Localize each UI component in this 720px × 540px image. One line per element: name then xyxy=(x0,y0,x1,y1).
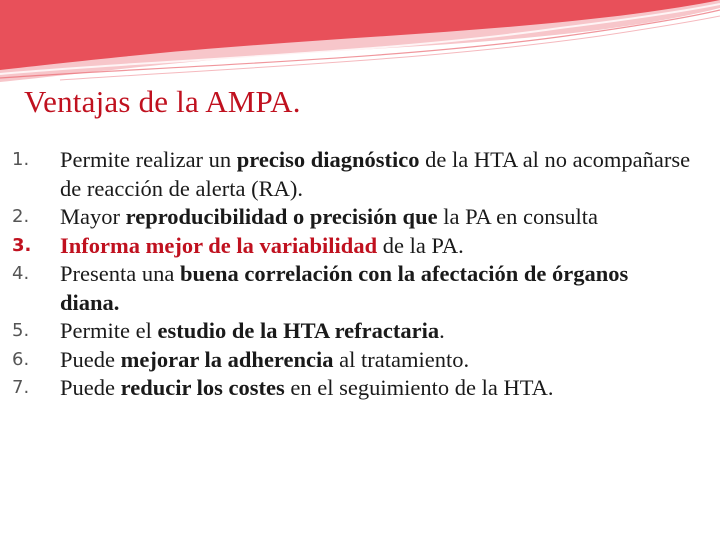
item-number: 1. xyxy=(12,149,30,170)
slide-title: Ventajas de la AMPA. xyxy=(24,84,301,119)
item-text: Permite el xyxy=(60,318,158,343)
item-highlight: buena correlación con la afectación de órganos diana. xyxy=(60,261,629,315)
list-item xyxy=(0,146,720,203)
list-item xyxy=(0,232,720,261)
item-highlight: reproducibilidad o precisión que xyxy=(125,204,438,229)
item-text: Puede xyxy=(60,346,121,372)
item-text: al tratamiento. xyxy=(333,346,470,372)
item-highlight: reducir los costes xyxy=(120,375,285,400)
item-text: Presenta una xyxy=(60,261,180,286)
item-number: 5. xyxy=(12,320,30,341)
item-text: en el seguimiento de la HTA. xyxy=(284,375,554,400)
item-highlight: mejorar la adherencia xyxy=(120,346,334,372)
item-text: Puede xyxy=(60,375,121,400)
item-number: 3. xyxy=(12,234,32,256)
item-number: 7. xyxy=(12,377,30,398)
list-item xyxy=(0,346,720,375)
list-item xyxy=(0,317,720,346)
item-text: la PA en consulta xyxy=(437,204,598,229)
list-item xyxy=(0,374,720,403)
item-number: 6. xyxy=(12,348,30,370)
item-highlight: estudio de la HTA refractaria xyxy=(157,318,440,343)
item-text: . xyxy=(439,318,445,343)
decorative-header-banner xyxy=(0,0,720,90)
list-item xyxy=(0,260,720,317)
item-text: de la HTA al no acompañarse de reacción de alerta (RA). xyxy=(60,147,691,201)
item-number: 2. xyxy=(12,206,30,227)
advantages-list xyxy=(0,146,720,403)
item-number: 4. xyxy=(12,263,30,284)
item-highlight: preciso diagnóstico xyxy=(236,147,420,172)
item-text: Permite realizar un xyxy=(60,147,237,172)
list-item xyxy=(0,203,720,232)
item-highlight: Informa mejor de la variabilidad xyxy=(60,232,378,258)
item-text: Mayor xyxy=(60,204,126,229)
item-text: de la PA. xyxy=(377,232,464,258)
